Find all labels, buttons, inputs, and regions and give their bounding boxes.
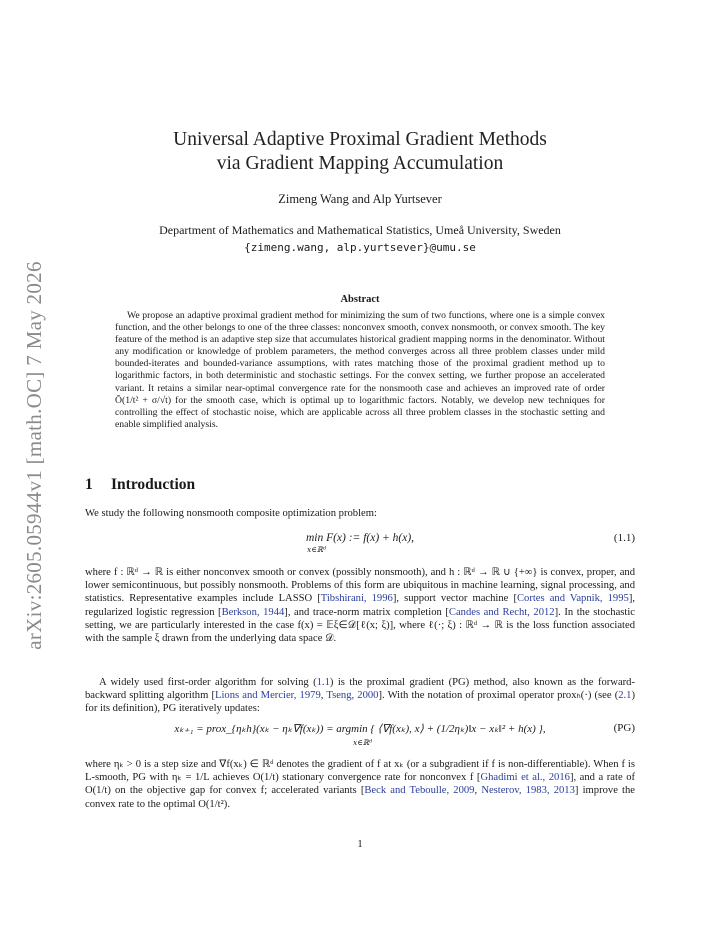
affiliation-block bbox=[85, 222, 635, 256]
paragraph-4-text: ], and a rate of O(1/t) on the objective gap for convex f; accelerated variants [ bbox=[85, 772, 636, 797]
paragraph-4-text: where ηₖ > 0 is a step size and ∇f(xₖ) ∈ ℝᵈ denotes the gradient of f at xₖ (or a subgradient if f is non-differentiable). When f is L-smooth, PG with ηₖ = 1/L achieves O(1/t) stationary convergence rate for nonconvex f [ bbox=[85, 759, 635, 784]
abstract-text: We propose an adaptive proximal gradient method for minimizing the sum of two functions, where one is a simple convex function, and the other belongs to one of the three classes: nonconvex smooth, convex nonsmooth, or convex smooth. The key feature of the method is an adaptive step size that accumulates historical gradient mapping norms in the denominator. Without any modification or knowledge of problem parameters, the method converges across all three problem classes under mild bounded-iterates and bounded-variance assumptions, with rates matching those of the proximal gradient method up to logarithmic factors, in both deterministic and stochastic settings. For the convex setting, we further propose an accelerated variant. It retains a similar near-optimal convergence rate for the nonsmooth case and achieves an improved rate of order Õ(1/t² + σ/√t) for the smooth case, which is optimal up to logarithmic factors. Notably, we develop new techniques for controlling the effect of stochastic noise, which are applicable across all three problem classes in the stochastic setting and enable simplified analysis. bbox=[115, 310, 605, 430]
paragraph-2 bbox=[85, 566, 635, 645]
section-number: 1 bbox=[85, 476, 93, 493]
title-line-2: via Gradient Mapping Accumulation bbox=[216, 153, 504, 174]
paragraph-2-text: ], regularized logistic regression [ bbox=[85, 593, 635, 618]
equation-1-1-expression: min F(x) := f(x) + h(x), bbox=[305, 532, 415, 544]
paragraph-4 bbox=[85, 758, 635, 811]
citation-lions-mercier[interactable]: Lions and Mercier, 1979 bbox=[215, 690, 321, 702]
paragraph-1: We study the following nonsmooth composite optimization problem: bbox=[85, 508, 377, 519]
paragraph-3-text: , bbox=[320, 690, 327, 702]
equation-pg bbox=[85, 718, 635, 748]
paragraph-2-text: ], support vector machine [ bbox=[392, 593, 517, 605]
equation-ref-1-1[interactable]: 1.1 bbox=[316, 677, 330, 688]
paragraph-4-text: , bbox=[474, 785, 482, 797]
paragraph-2-text: ]. In the stochastic setting, we are particularly interested in the case f(x) = 𝔼ξ∈𝒟[ℓ(x; ξ)], where ℓ(·; ξ) : ℝᵈ → ℝ is the loss function associated with the sample ξ drawn from the underlying data space 𝒟. bbox=[85, 606, 635, 645]
equation-pg-expression: xₖ₊₁ = prox_{ηₖh}(xₖ − ηₖ∇f(xₖ)) = argmin { ⟨∇f(xₖ), x⟩ + (1/2ηₖ)‖x − xₖ‖² + h(x) }, bbox=[174, 723, 546, 735]
affiliation: Department of Mathematics and Mathematical Statistics, Umeå University, Sweden bbox=[159, 223, 561, 237]
citation-nesterov[interactable]: Nesterov, 1983, 2013 bbox=[481, 785, 575, 797]
author-email[interactable]: {zimeng.wang, alp.yurtsever}@umu.se bbox=[244, 241, 476, 254]
equation-1-1 bbox=[85, 532, 635, 556]
paragraph-2-text: ], and trace-norm matrix completion [ bbox=[284, 606, 449, 618]
equation-pg-tag[interactable]: (PG) bbox=[613, 722, 635, 734]
equation-ref-2-1[interactable]: 2.1 bbox=[618, 690, 632, 702]
author-list: Zimeng Wang and Alp Yurtsever bbox=[278, 192, 442, 206]
paragraph-2-text: where f : ℝᵈ → ℝ is either nonconvex smooth or convex (possibly nonsmooth), and h : ℝᵈ → ℝ ∪ {+∞} is convex, proper, and lower semicontinuous, but possibly nonsmooth. Problems of this form are ubiquitous in machine learning, signal processing, and statistics. Representative examples include LASSO [ bbox=[85, 567, 635, 605]
paragraph-3-text: ) for its definition), PG iteratively updates: bbox=[85, 690, 636, 715]
citation-tibshirani[interactable]: Tibshirani, 1996 bbox=[320, 593, 393, 605]
citation-cortes-vapnik[interactable]: Cortes and Vapnik, 1995 bbox=[516, 593, 629, 605]
section-title: Introduction bbox=[111, 476, 196, 493]
paragraph-4-text: ] improve the convex rate to the optimal O(1/t²). bbox=[85, 785, 636, 810]
abstract-heading: Abstract bbox=[340, 294, 380, 305]
page-number: 1 bbox=[357, 838, 363, 850]
citation-candes-recht[interactable]: Candes and Recht, 2012 bbox=[448, 606, 555, 618]
paragraph-3-text: ]. With the notation of proximal operator proxₕ(·) (see ( bbox=[378, 690, 619, 702]
arxiv-identifier: arXiv:2605.05944v1 [math.OC] 7 May 2026 bbox=[21, 260, 46, 650]
paper-title bbox=[85, 128, 635, 176]
equation-1-1-subscript: x∈ℝᵈ bbox=[307, 545, 327, 554]
section-heading bbox=[85, 476, 635, 494]
title-line-1: Universal Adaptive Proximal Gradient Methods bbox=[173, 129, 547, 150]
equation-pg-subscript: x∈ℝᵈ bbox=[353, 738, 373, 747]
paragraph-3 bbox=[85, 676, 635, 716]
equation-1-1-tag[interactable]: (1.1) bbox=[613, 532, 635, 544]
paragraph-3-text: A widely used first-order algorithm for solving ( bbox=[99, 677, 317, 688]
arxiv-identifier-strip bbox=[12, 250, 56, 660]
citation-berkson[interactable]: Berkson, 1944 bbox=[221, 606, 285, 618]
paragraph-3-text: ) is the proximal gradient (PG) method, also known as the forward-backward splitting algorithm [ bbox=[85, 677, 636, 702]
citation-ghadimi[interactable]: Ghadimi et al., 2016 bbox=[480, 772, 570, 784]
citation-tseng[interactable]: Tseng, 2000 bbox=[326, 690, 379, 702]
citation-beck-teboulle[interactable]: Beck and Teboulle, 2009 bbox=[364, 785, 475, 797]
